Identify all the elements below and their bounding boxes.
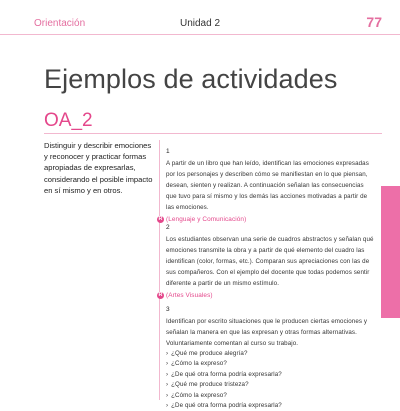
header-unit: Unidad 2 [179, 18, 221, 29]
question-item [166, 359, 376, 369]
chevron-right-icon: › [166, 370, 169, 378]
column-divider [159, 140, 160, 400]
chevron-right-icon: › [166, 350, 169, 357]
activity-number: 3 [166, 306, 170, 313]
question-text: ¿Qué me produce alegría? [171, 350, 248, 357]
page-title: Ejemplos de actividades [44, 64, 338, 94]
chevron-right-icon: › [166, 381, 169, 389]
question-item [166, 401, 376, 411]
question-text: ¿Cómo la expreso? [171, 360, 227, 368]
objective-text: Distinguir y describir emociones y reconocer y practicar formas apropiadas de expresarlas, considerando el posible impacto en sí mismo y en otros. [44, 141, 153, 195]
subject-icon: R [158, 216, 163, 222]
header-divider [0, 34, 400, 35]
subject-icon: R [158, 292, 163, 298]
question-list [166, 349, 376, 411]
subject-tag [158, 290, 376, 301]
activity-text: Identifican por escrito situaciones que le producen ciertas emociones y señalan la manera en que las expresan y otras formas alternativas. Voluntariamente comentan al curso su trabajo. [166, 318, 368, 347]
question-text: ¿De qué otra forma podría expresarla? [171, 370, 282, 378]
chevron-right-icon: › [166, 391, 169, 399]
activity-3 [166, 304, 376, 411]
chevron-right-icon: › [166, 360, 169, 368]
page-number: 77 [366, 14, 382, 30]
question-text: ¿Cómo la expreso? [171, 391, 227, 399]
activity-number: 1 [166, 148, 170, 155]
activity-1 [158, 146, 376, 225]
subject-label: (Artes Visuales) [166, 292, 213, 299]
activity-text: Los estudiantes observan una serie de cuadros abstractos y señalan qué emociones transmite la obra y a partir de qué elemento del cuadro las identifican (color, formas, etc.). Comparan sus apreciaciones con las de sus compañeros. Con el ejemplo del docente que todas podemos sentir diferente a partir de un mismo estímulo. [166, 236, 374, 287]
question-item [166, 391, 376, 401]
chevron-right-icon: › [166, 402, 169, 410]
objective-divider [44, 133, 382, 134]
question-item [166, 380, 376, 390]
question-text: ¿Qué me produce tristeza? [171, 381, 249, 389]
activity-2 [158, 222, 376, 301]
question-item [166, 349, 376, 359]
objective-code: OA_2 [44, 110, 93, 131]
question-text: ¿De qué otra forma podría expresarla? [171, 402, 282, 410]
subject-label: (Lenguaje y Comunicación) [166, 216, 247, 223]
activity-text: A partir de un libro que han leído, identifican las emociones expresadas por los personajes y describen cómo se manifiestan en lo que piensan, desean, sienten y realizan. A continuación señalan las consecuencias que tuvo para sí mismo y los demás las acciones motivadas a partir de las emociones. [166, 160, 369, 211]
activity-number: 2 [166, 224, 170, 231]
question-item [166, 370, 376, 380]
side-tab [381, 186, 400, 318]
header-section: Orientación [34, 18, 86, 29]
